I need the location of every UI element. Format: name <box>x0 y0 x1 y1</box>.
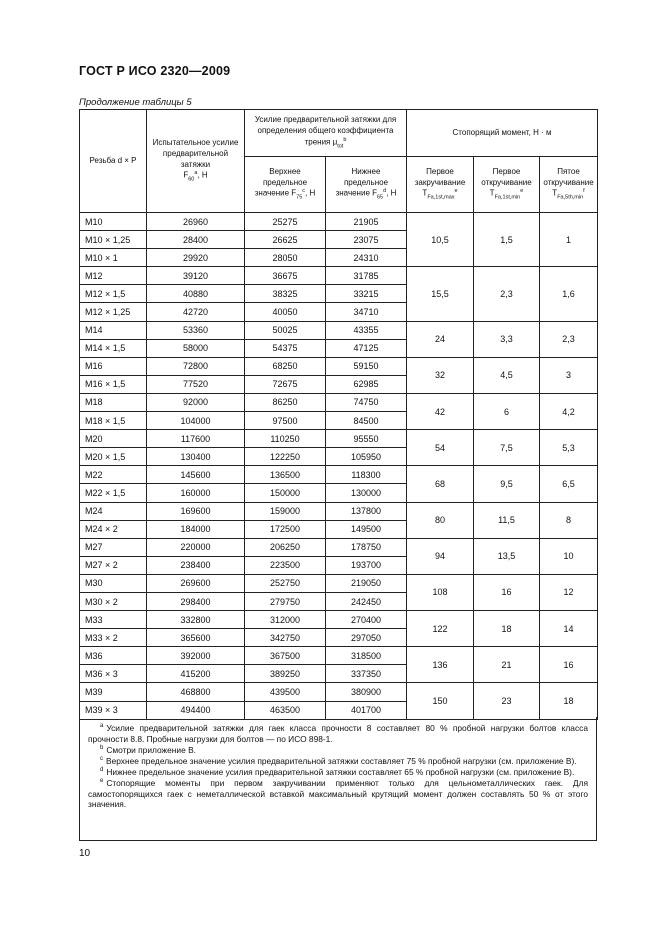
thread-cell: M18 <box>80 393 147 411</box>
footnote-text: Верхнее предельное значение усилия предварительной затяжки составляет 75 % пробной нагрузки (см. приложение В). <box>106 755 577 766</box>
lower-limit-cell: 130000 <box>326 484 407 502</box>
first-on-torque-cell: 24 <box>407 321 474 357</box>
first-off-torque-cell: 16 <box>474 574 540 610</box>
fifth-off-torque-cell: 1 <box>540 213 598 267</box>
test-force-cell: 39120 <box>147 267 245 285</box>
lower-limit-cell: 47125 <box>326 339 407 357</box>
upper-limit-cell: 252750 <box>245 574 326 592</box>
upper-limit-cell: 50025 <box>245 321 326 339</box>
test-force-cell: 468800 <box>147 683 245 701</box>
footnote-text: Усилие предварительной затяжки для гаек класса прочности 8 составляет 80 % пробной нагрузки болтов класса прочности 8.8. Пробные нагрузки для болтов — по ИСО 898-1. <box>88 723 588 744</box>
test-force-cell: 130400 <box>147 448 245 466</box>
fifth-off-torque-cell: 16 <box>540 647 598 683</box>
first-off-torque-cell: 7,5 <box>474 430 540 466</box>
test-force-cell: 494400 <box>147 701 245 719</box>
lower-limit-cell: 21905 <box>326 213 407 231</box>
test-force-cell: 332800 <box>147 611 245 629</box>
test-force-cell: 92000 <box>147 393 245 411</box>
lower-limit-cell: 31785 <box>326 267 407 285</box>
col-preload-group-header: Усилие предварительной затяжки для определения общего коэффициента трения $\mu_{tot}^b$ <box>245 110 407 157</box>
footnote-text: Стопорящие моменты при первом закручивании применяют только для цельнометаллических гаек. Для самостопорящихся гаек с неметаллической вставкой максимальный крутящий момент должен составлять 50 % от этого значения. <box>88 777 588 810</box>
footnote <box>88 778 588 811</box>
upper-limit-cell: 172500 <box>245 520 326 538</box>
torque-table <box>79 109 598 720</box>
first-off-torque-cell: 13,5 <box>474 538 540 574</box>
thread-cell: M14 × 1,5 <box>80 339 147 357</box>
table-notes <box>79 717 597 841</box>
footnote-mark: e <box>100 777 104 784</box>
table-row <box>80 267 598 285</box>
thread-cell: M30 <box>80 574 147 592</box>
test-force-cell: 29920 <box>147 249 245 267</box>
footnote-mark: a <box>100 723 104 730</box>
test-force-cell: 298400 <box>147 592 245 610</box>
test-force-cell: 184000 <box>147 520 245 538</box>
lower-limit-cell: 297050 <box>326 629 407 647</box>
upper-limit-cell: 136500 <box>245 466 326 484</box>
upper-limit-cell: 110250 <box>245 430 326 448</box>
upper-limit-cell: 223500 <box>245 556 326 574</box>
thread-cell: M20 <box>80 430 147 448</box>
test-force-cell: 28400 <box>147 231 245 249</box>
thread-cell: M30 × 2 <box>80 592 147 610</box>
fifth-off-torque-cell: 2,3 <box>540 321 598 357</box>
lower-limit-cell: 62985 <box>326 375 407 393</box>
table-row <box>80 611 598 629</box>
table-caption: Продолжение таблицы 5 <box>79 97 192 108</box>
col-upper-header: Верхнее предельное значение $F_{75}^c$, Н <box>245 157 326 213</box>
lower-limit-cell: 380900 <box>326 683 407 701</box>
fifth-off-torque-cell: 8 <box>540 502 598 538</box>
fifth-off-torque-cell: 3 <box>540 357 598 393</box>
fifth-off-torque-cell: 5,3 <box>540 430 598 466</box>
footnote-mark: b <box>100 745 104 752</box>
test-force-cell: 77520 <box>147 375 245 393</box>
lower-limit-cell: 219050 <box>326 574 407 592</box>
upper-limit-cell: 25275 <box>245 213 326 231</box>
first-on-torque-cell: 80 <box>407 502 474 538</box>
thread-cell: M18 × 1,5 <box>80 412 147 430</box>
test-force-cell: 365600 <box>147 629 245 647</box>
upper-limit-cell: 463500 <box>245 701 326 719</box>
thread-cell: M36 <box>80 647 147 665</box>
upper-limit-cell: 150000 <box>245 484 326 502</box>
lower-limit-cell: 23075 <box>326 231 407 249</box>
first-off-torque-cell: 18 <box>474 611 540 647</box>
thread-cell: M12 × 1,5 <box>80 285 147 303</box>
thread-cell: M39 <box>80 683 147 701</box>
first-on-torque-cell: 94 <box>407 538 474 574</box>
page-number: 10 <box>79 848 91 859</box>
lower-limit-cell: 33215 <box>326 285 407 303</box>
fifth-off-torque-cell: 18 <box>540 683 598 719</box>
test-force-cell: 40880 <box>147 285 245 303</box>
lower-limit-cell: 193700 <box>326 556 407 574</box>
test-force-cell: 169600 <box>147 502 245 520</box>
fifth-off-torque-cell: 12 <box>540 574 598 610</box>
first-off-torque-cell: 21 <box>474 647 540 683</box>
upper-limit-cell: 367500 <box>245 647 326 665</box>
upper-limit-cell: 54375 <box>245 339 326 357</box>
thread-cell: M33 × 2 <box>80 629 147 647</box>
col-torque-group-header: Стопорящий момент, Н · м <box>407 110 598 157</box>
upper-limit-cell: 439500 <box>245 683 326 701</box>
thread-cell: M16 × 1,5 <box>80 375 147 393</box>
lower-limit-cell: 149500 <box>326 520 407 538</box>
test-force-cell: 42720 <box>147 303 245 321</box>
thread-cell: M27 <box>80 538 147 556</box>
table-row <box>80 683 598 701</box>
thread-cell: M36 × 3 <box>80 665 147 683</box>
thread-cell: M12 <box>80 267 147 285</box>
first-on-torque-cell: 54 <box>407 430 474 466</box>
test-force-cell: 269600 <box>147 574 245 592</box>
upper-limit-cell: 389250 <box>245 665 326 683</box>
thread-cell: M22 <box>80 466 147 484</box>
test-force-cell: 160000 <box>147 484 245 502</box>
col-first-on-header: Первое закручивание $T_{Fa,1st,max}^e$ <box>407 157 474 213</box>
fifth-off-torque-cell: 14 <box>540 611 598 647</box>
table-row <box>80 393 598 411</box>
upper-limit-cell: 312000 <box>245 611 326 629</box>
footnote-text: Смотри приложение В. <box>106 744 196 755</box>
table-row <box>80 538 598 556</box>
first-on-torque-cell: 122 <box>407 611 474 647</box>
table-row <box>80 357 598 375</box>
test-force-cell: 392000 <box>147 647 245 665</box>
thread-cell: M22 × 1,5 <box>80 484 147 502</box>
test-force-cell: 72800 <box>147 357 245 375</box>
first-on-torque-cell: 15,5 <box>407 267 474 321</box>
thread-cell: M24 <box>80 502 147 520</box>
upper-limit-cell: 342750 <box>245 629 326 647</box>
first-off-torque-cell: 23 <box>474 683 540 719</box>
first-on-torque-cell: 32 <box>407 357 474 393</box>
footnote-text: Нижнее предельное значение усилия предварительной затяжки составляет 65 % пробной нагрузки (см. приложение В). <box>106 766 575 777</box>
footnote-mark: d <box>100 766 104 773</box>
test-force-cell: 58000 <box>147 339 245 357</box>
upper-limit-cell: 26625 <box>245 231 326 249</box>
thread-cell: M10 × 1,25 <box>80 231 147 249</box>
lower-limit-cell: 24310 <box>326 249 407 267</box>
lower-limit-cell: 401700 <box>326 701 407 719</box>
col-test-force-header: Испытательное усилие предварительной затяжки $F_{60}^a$, Н <box>147 110 245 213</box>
thread-cell: M14 <box>80 321 147 339</box>
first-off-torque-cell: 6 <box>474 393 540 429</box>
fifth-off-torque-cell: 4,2 <box>540 393 598 429</box>
thread-cell: M24 × 2 <box>80 520 147 538</box>
upper-limit-cell: 68250 <box>245 357 326 375</box>
first-off-torque-cell: 9,5 <box>474 466 540 502</box>
table-row <box>80 321 598 339</box>
thread-cell: M10 <box>80 213 147 231</box>
upper-limit-cell: 279750 <box>245 592 326 610</box>
first-off-torque-cell: 11,5 <box>474 502 540 538</box>
fifth-off-torque-cell: 6,5 <box>540 466 598 502</box>
footnote <box>88 767 588 778</box>
table-row <box>80 502 598 520</box>
thread-cell: M12 × 1,25 <box>80 303 147 321</box>
table-row <box>80 647 598 665</box>
upper-limit-cell: 97500 <box>245 412 326 430</box>
first-on-torque-cell: 108 <box>407 574 474 610</box>
first-on-torque-cell: 150 <box>407 683 474 719</box>
thread-cell: M16 <box>80 357 147 375</box>
test-force-cell: 415200 <box>147 665 245 683</box>
table-row <box>80 213 598 231</box>
lower-limit-cell: 118300 <box>326 466 407 484</box>
lower-limit-cell: 318500 <box>326 647 407 665</box>
fifth-off-torque-cell: 1,6 <box>540 267 598 321</box>
upper-limit-cell: 206250 <box>245 538 326 556</box>
test-force-cell: 117600 <box>147 430 245 448</box>
first-on-torque-cell: 10,5 <box>407 213 474 267</box>
lower-limit-cell: 137800 <box>326 502 407 520</box>
lower-limit-cell: 59150 <box>326 357 407 375</box>
upper-limit-cell: 86250 <box>245 393 326 411</box>
first-off-torque-cell: 2,3 <box>474 267 540 321</box>
upper-limit-cell: 72675 <box>245 375 326 393</box>
upper-limit-cell: 40050 <box>245 303 326 321</box>
document-header: ГОСТ Р ИСО 2320—2009 <box>79 64 231 78</box>
test-force-cell: 104000 <box>147 412 245 430</box>
table-body <box>80 213 598 720</box>
table-row <box>80 430 598 448</box>
first-off-torque-cell: 1,5 <box>474 213 540 267</box>
lower-limit-cell: 270400 <box>326 611 407 629</box>
test-force-cell: 145600 <box>147 466 245 484</box>
thread-cell: M33 <box>80 611 147 629</box>
test-force-cell: 53360 <box>147 321 245 339</box>
upper-limit-cell: 36675 <box>245 267 326 285</box>
lower-limit-cell: 178750 <box>326 538 407 556</box>
col-fifth-off-header: Пятое откручивание $T_{Fa,5th,min}^f$ <box>540 157 598 213</box>
upper-limit-cell: 159000 <box>245 502 326 520</box>
thread-cell: M20 × 1,5 <box>80 448 147 466</box>
lower-limit-cell: 74750 <box>326 393 407 411</box>
first-on-torque-cell: 42 <box>407 393 474 429</box>
first-on-torque-cell: 68 <box>407 466 474 502</box>
thread-cell: M10 × 1 <box>80 249 147 267</box>
footnote <box>88 723 588 745</box>
lower-limit-cell: 84500 <box>326 412 407 430</box>
test-force-cell: 220000 <box>147 538 245 556</box>
thread-cell: M27 × 2 <box>80 556 147 574</box>
thread-cell: M39 × 3 <box>80 701 147 719</box>
col-lower-header: Нижнее предельное значение $F_{65}^d$, Н <box>326 157 407 213</box>
first-off-torque-cell: 3,3 <box>474 321 540 357</box>
footnote <box>88 756 588 767</box>
table-row <box>80 466 598 484</box>
lower-limit-cell: 337350 <box>326 665 407 683</box>
footnote-mark: c <box>100 755 103 762</box>
upper-limit-cell: 38325 <box>245 285 326 303</box>
test-force-cell: 26960 <box>147 213 245 231</box>
test-force-cell: 238400 <box>147 556 245 574</box>
fifth-off-torque-cell: 10 <box>540 538 598 574</box>
first-on-torque-cell: 136 <box>407 647 474 683</box>
first-off-torque-cell: 4,5 <box>474 357 540 393</box>
lower-limit-cell: 43355 <box>326 321 407 339</box>
lower-limit-cell: 105950 <box>326 448 407 466</box>
upper-limit-cell: 28050 <box>245 249 326 267</box>
table-row <box>80 574 598 592</box>
col-first-off-header: Первое откручивание $T_{Fa,1st,min}^e$ <box>474 157 540 213</box>
lower-limit-cell: 34710 <box>326 303 407 321</box>
col-thread-header: Резьба d × P <box>80 110 147 213</box>
lower-limit-cell: 242450 <box>326 592 407 610</box>
upper-limit-cell: 122250 <box>245 448 326 466</box>
footnote <box>88 745 588 756</box>
lower-limit-cell: 95550 <box>326 430 407 448</box>
